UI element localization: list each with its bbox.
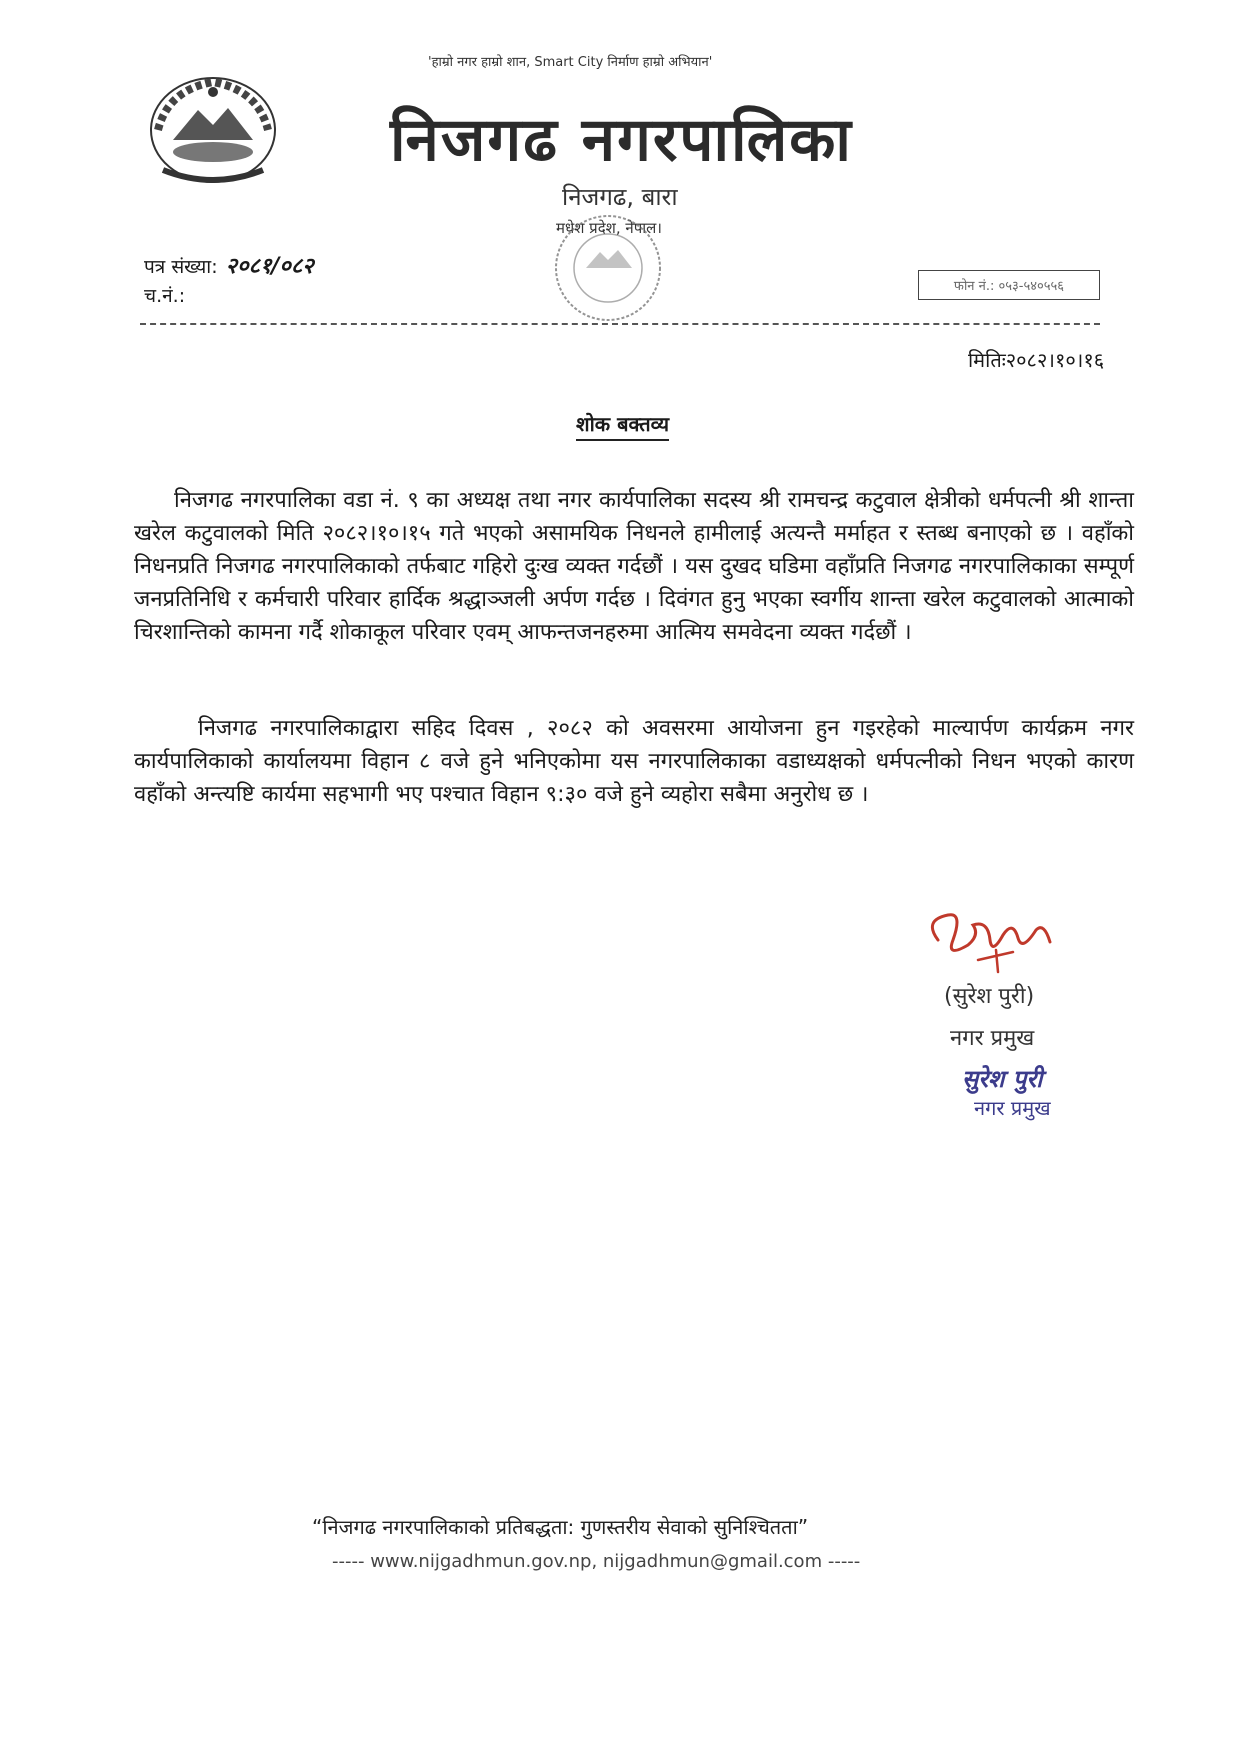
letter-subject: शोक बक्तव्य — [576, 410, 669, 441]
body-paragraph-2: निजगढ नगरपालिकाद्वारा सहिद दिवस , २०८२ को अवसरमा आयोजना हुन गइरहेको माल्यार्पण कार्यक्रम नगर कार्यपालिकाको कार्यालयमा विहान ८ वजे हुने भनिएकोमा यस नगरपालिकाका वडाध्यक्षको धर्मपत्नीको निधन भएको कारण वहाँको अन्त्यष्टि कार्यमा सहभागी भए पश्चात विहान ९:३० वजे हुने व्यहोरा सबैमा अनुरोध छ । — [134, 716, 1134, 807]
signatory-title: नगर प्रमुख — [950, 1026, 1035, 1051]
footer-contact: ----- www.nijgadhmun.gov.np, nijgadhmun@gmail.com ----- — [332, 1551, 861, 1572]
phone-number-box: फोन नं.: ०५३-५४०५५६ — [918, 270, 1100, 300]
signatory-name: (सुरेश पुरी) — [944, 984, 1035, 1009]
nepal-emblem-icon — [138, 70, 288, 190]
office-seal-icon — [538, 208, 678, 328]
office-name-heading: निजगढ नगरपालिका — [390, 105, 853, 175]
reference-number — [144, 250, 314, 280]
office-address-district: निजगढ, बारा — [562, 183, 678, 211]
dispatch-number-label: च.नं.: — [144, 285, 186, 307]
body-paragraph-1: निजगढ नगरपालिका वडा नं. ९ का अध्यक्ष तथा नगर कार्यपालिका सदस्य श्री रामचन्द्र कटुवाल क्षेत्रीको धर्मपत्नी श्री शान्ता खरेल कटुवालको मिति २०८२।१०।१५ गते भएको असामयिक निधनले हामीलाई अत्यन्तै मर्माहत र स्तब्ध बनाएको छ । वहाँको निधनप्रति निजगढ नगरपालिकाको तर्फबाट गहिरो दुःख व्यक्त गर्दछौं । यस दुखद घडिमा वहाँप्रति निजगढ नगरपालिकाका सम्पूर्ण जनप्रतिनिधि र कर्मचारी परिवार हार्दिक श्रद्धाञ्जली अर्पण गर्दछ । दिवंगत हुनु भएका स्वर्गीय शान्ता खरेल कटुवालको आत्माको चिरशान्तिको कामना गर्दै शोकाकूल परिवार एवम् आफन्तजनहरुमा आत्मिय समवेदना व्यक्त गर्दछौं । — [134, 488, 1134, 645]
stamp-title: नगर प्रमुख — [974, 1096, 1051, 1120]
header-slogan: 'हाम्रो नगर हाम्रो शान, Smart City निर्माण हाम्रो अभियान' — [428, 55, 713, 70]
signature-icon — [918, 900, 1068, 978]
office-address-province: मधेश प्रदेश, नेपाल। — [556, 219, 662, 237]
header-divider — [140, 323, 1100, 325]
footer-motto: “निजगढ नगरपालिकाको प्रतिबद्धता: गुणस्तरीय सेवाको सुनिश्चितता” — [312, 1515, 809, 1539]
reference-value: २०८१/०८२ — [225, 254, 314, 279]
reference-label: पत्र संख्या: — [144, 256, 218, 278]
letter-date: मितिः२०८२।१०।१६ — [968, 348, 1105, 372]
stamp-name: सुरेश पुरी — [962, 1065, 1043, 1093]
